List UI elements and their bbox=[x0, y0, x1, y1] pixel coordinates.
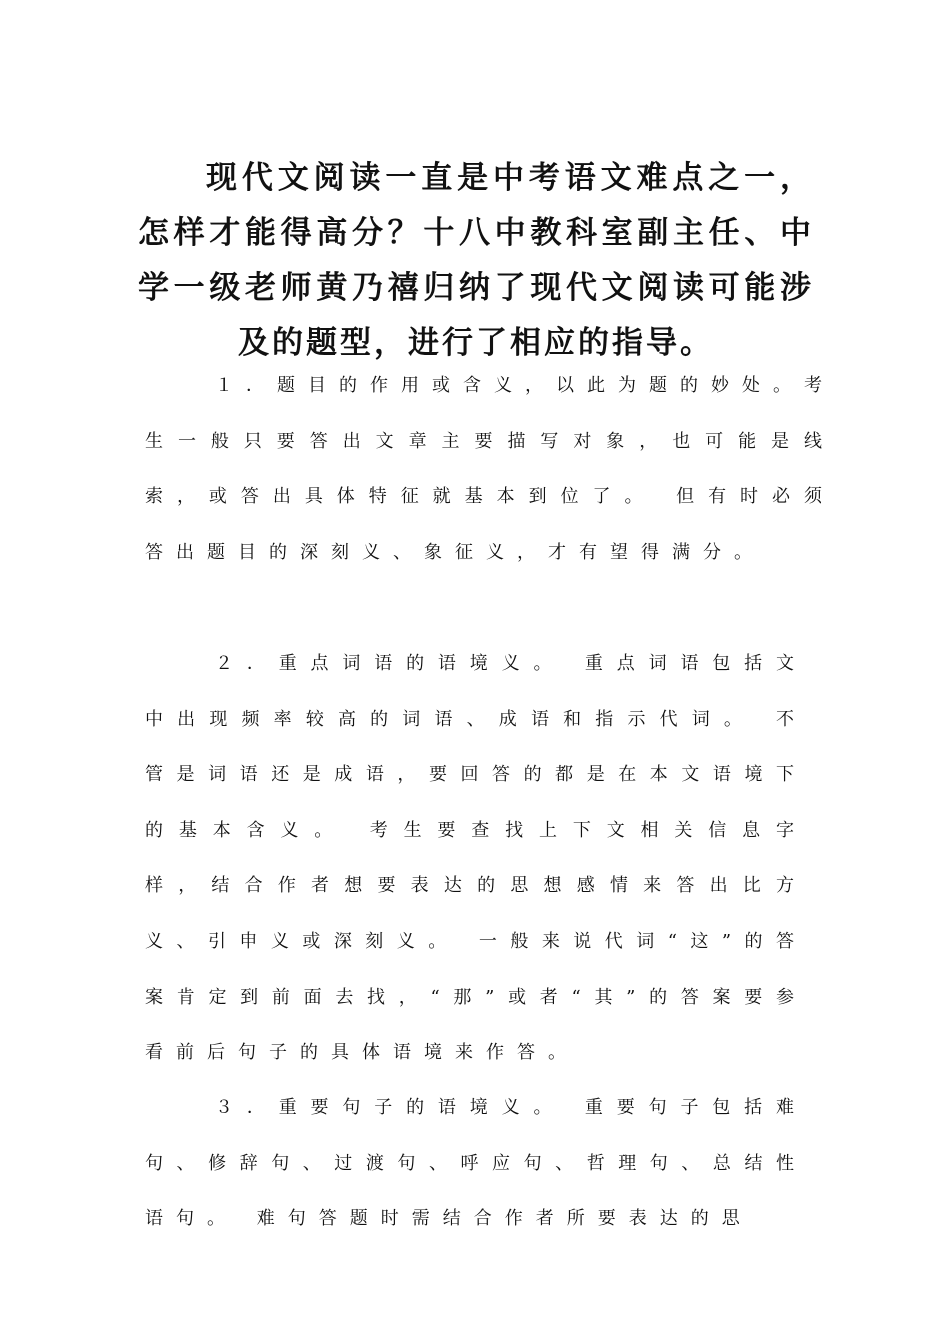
lead-paragraph: 现代文阅读一直是中考语文难点之一，怎样才能得高分？十八中教科室副主任、中学一级老师黄乃禧归纳了现代文阅读可能涉及的题型，进行了相应的指导。 bbox=[138, 160, 814, 361]
paragraph-key-words: ２．重点词语的语境义。 重点词语包括文中出现频率较高的词语、成语和指示代词。 不管是词语还是成语，要回答的都是在本文语境下的基本含义。 考生要查找上下文相关信息字样，结合作者想要表达的思想感情来答出比方义、引申义或深刻义。 一般来说代词“这”的答案肯定到前面去找，“那”或者“其”的答案要参看前后句子的具体语境来作答。 bbox=[145, 653, 807, 1064]
paragraph-key-sentences: ３．重要句子的语境义。 重要句子包括难句、修辞句、过渡句、呼应句、哲理句、总结性语句。 难句答题时需结合作者所要表达的思 bbox=[145, 1097, 807, 1230]
paragraph-title-meaning: １．题目的作用或含义，以此为题的妙处。考生一般只要答出文章主要描写对象，也可能是线索，或答出具体特征就基本到位了。 但有时必须答出题目的深刻义、象征义，才有望得满分。 bbox=[145, 375, 835, 563]
